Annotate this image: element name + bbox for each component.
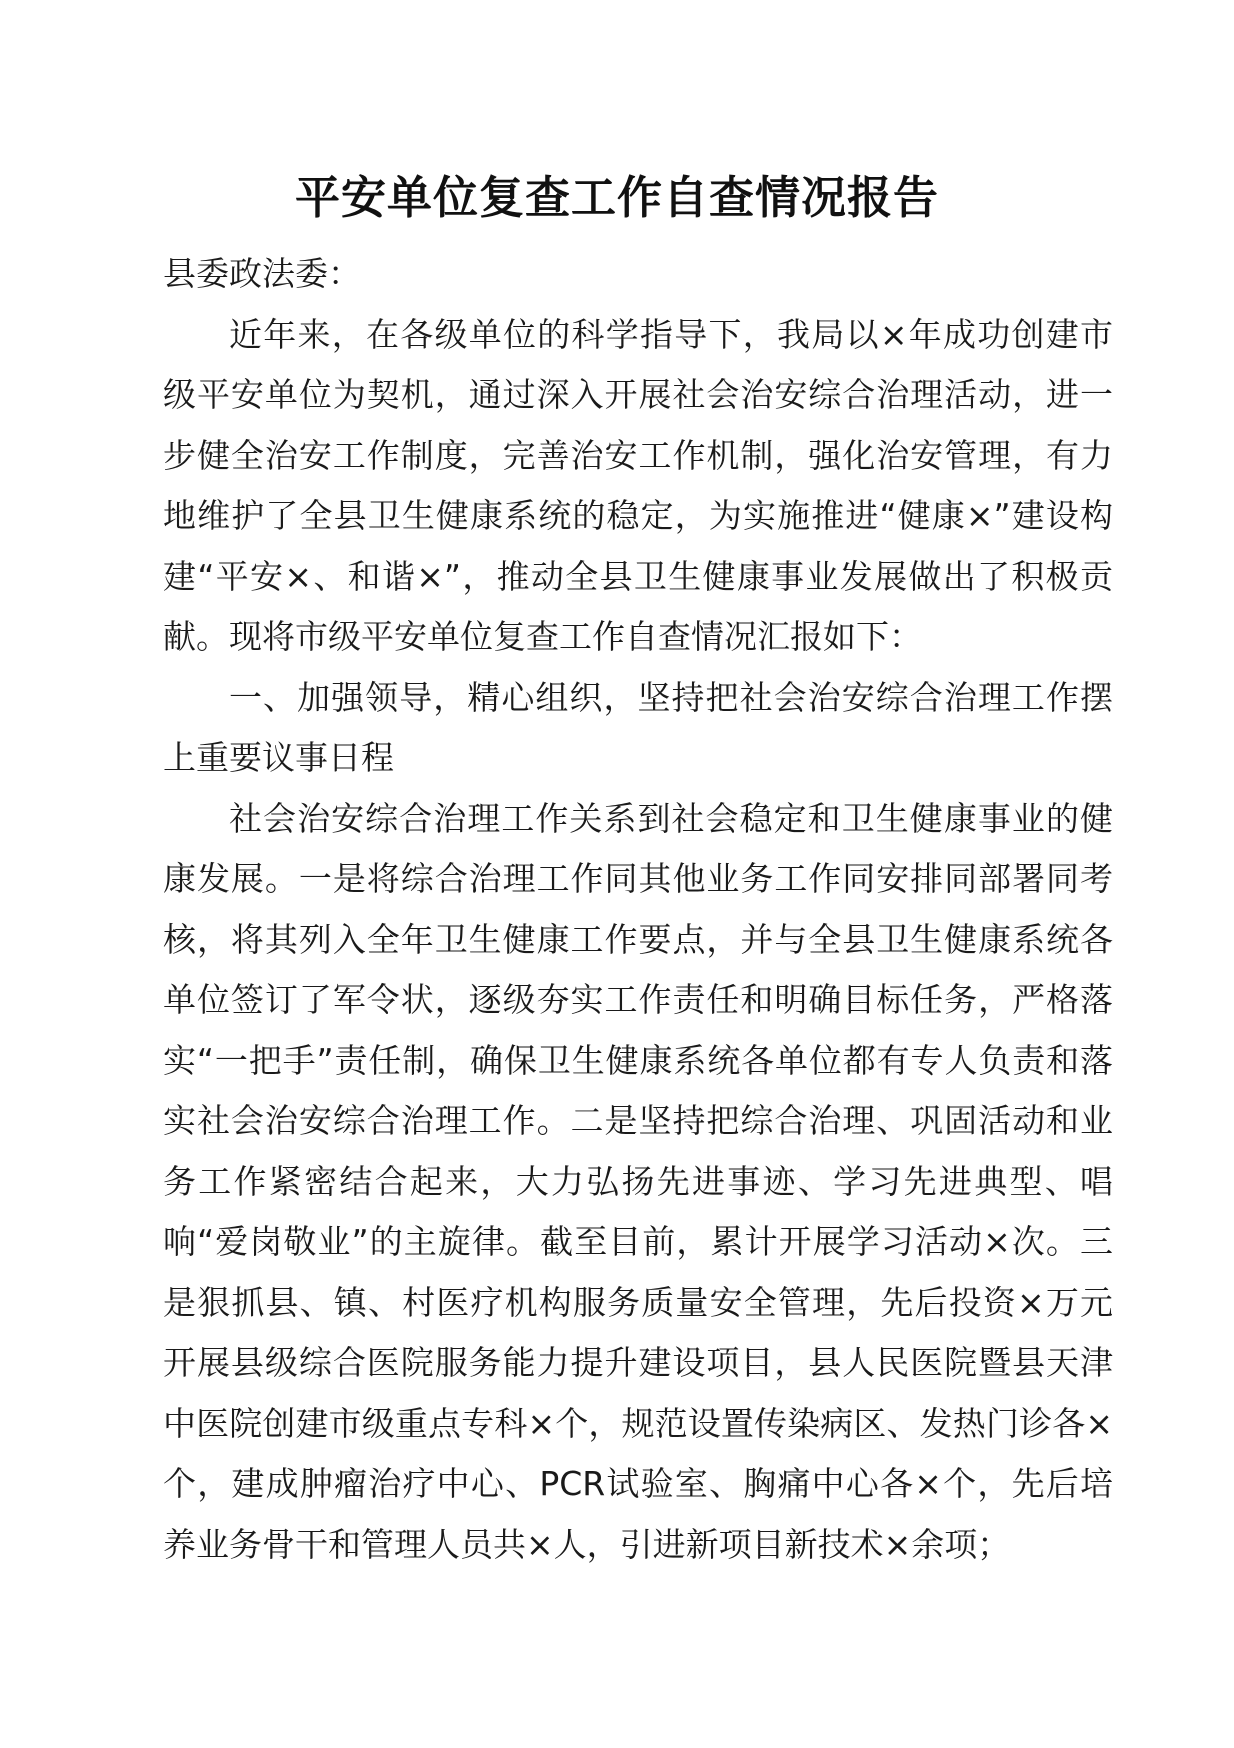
document-title: 平安单位复查工作自查情况报告: [294, 171, 939, 224]
intro-paragraph: 近年来，在各级单位的科学指导下，我局以×年成功创建市级平安单位为契机，通过深入开展社会治安综合治理活动，进一步健全治安工作制度，完善治安工作机制，强化治安管理，有力地维护了全县卫生健康系统的稳定，为实施推进“健康×”建设构建“平安×、和谐×”，推动全县卫生健康事业发展做出了积极贡献。现将市级平安单位复查工作自查情况汇报如下：: [163, 314, 1113, 656]
body-paragraph: 社会治安综合治理工作关系到社会稳定和卫生健康事业的健康发展。一是将综合治理工作同其他业务工作同安排同部署同考核，将其列入全年卫生健康工作要点，并与全县卫生健康系统各单位签订了军令状，逐级夯实工作责任和明确目标任务，严格落实“一把手”责任制，确保卫生健康系统各单位都有专人负责和落实社会治安综合治理工作。二是坚持把综合治理、巩固活动和业务工作紧密结合起来，大力弘扬先进事迹、学习先进典型、唱响“爱岗敬业”的主旋律。截至目前，累计开展学习活动×次。三是狠抓县、镇、村医疗机构服务质量安全管理，先后投资×万元开展县级综合医院服务能力提升建设项目，县人民医院暨县天津中医院创建市级重点专科×个，规范设置传染病区、发热门诊各×个，建成肿瘤治疗中心、PCR试验室、胸痛中心各×个，先后培养业务骨干和管理人员共×人，引进新项目新技术×余项；: [163, 798, 1113, 1564]
salutation: 县委政法委：: [163, 254, 361, 293]
document-body: [163, 244, 1113, 1575]
section-heading-1: 一、加强领导，精心组织，坚持把社会治安综合治理工作摆上重要议事日程: [163, 677, 1113, 777]
